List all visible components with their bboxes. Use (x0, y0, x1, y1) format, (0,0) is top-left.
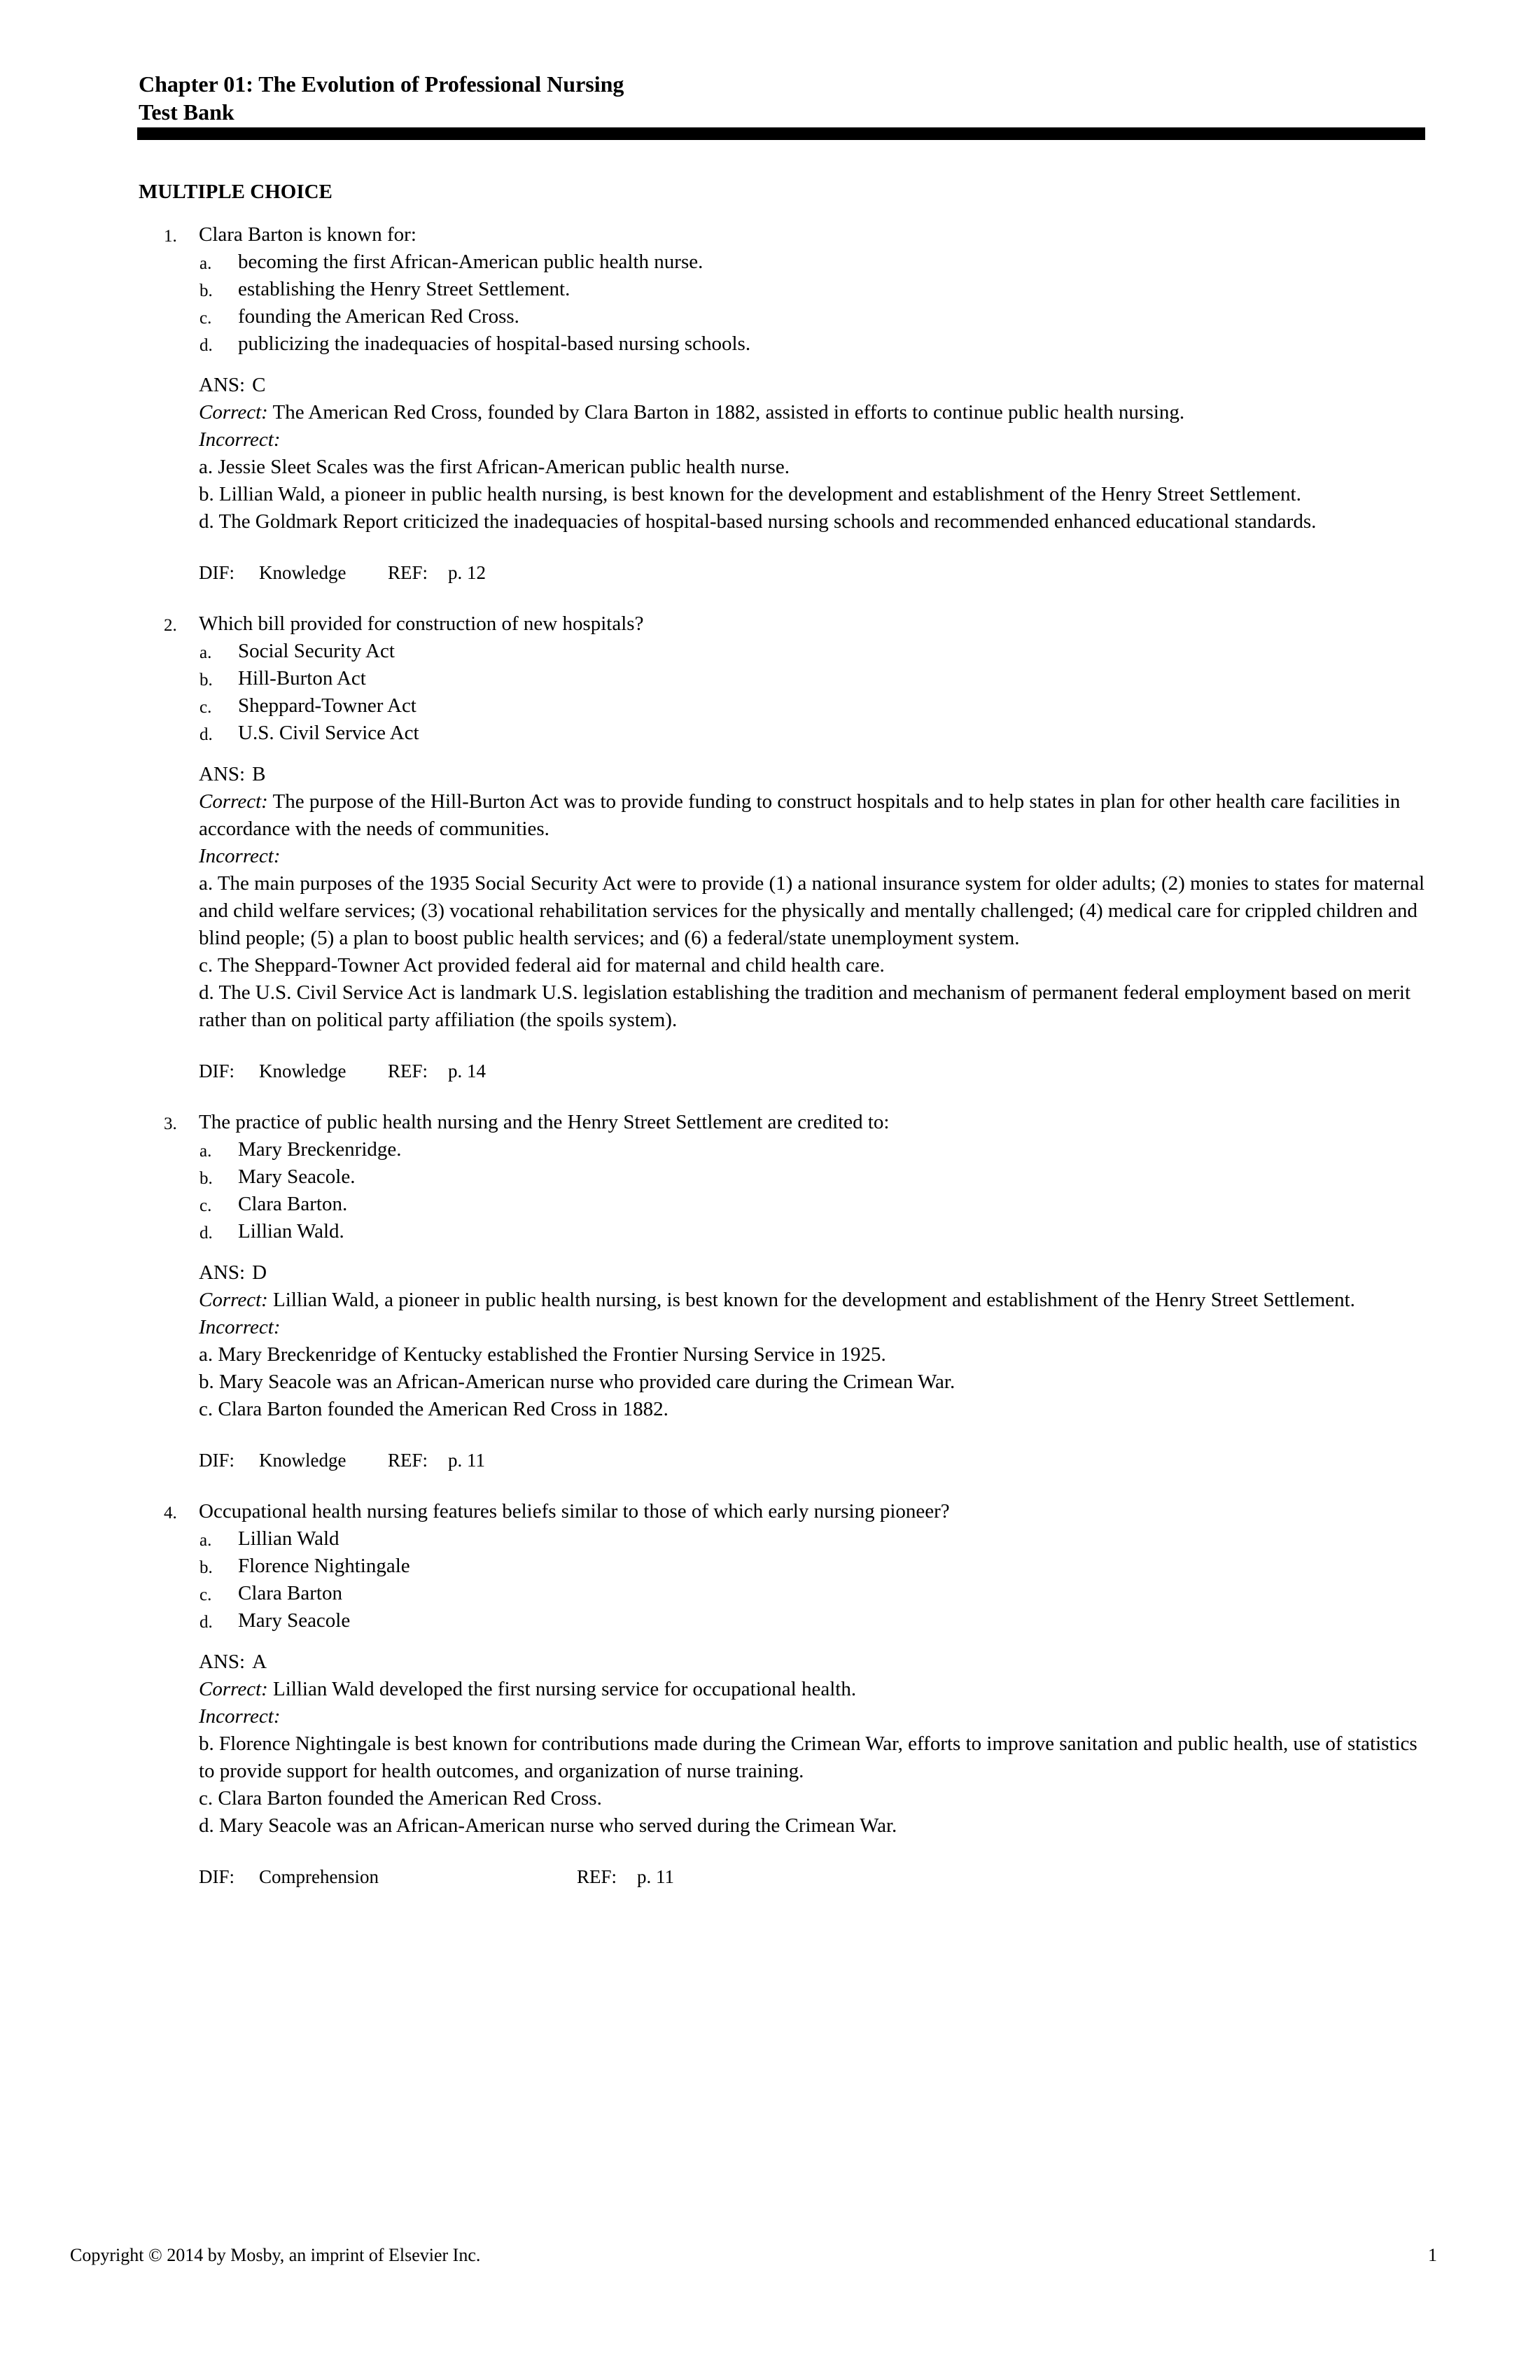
answer-key-line (199, 1259, 1431, 1287)
option-letter: a. (200, 1142, 212, 1161)
difficulty-reference-line (199, 559, 1540, 587)
correct-text: Lillian Wald, a pioneer in public health nursing, is best known for the development and establishment of the Henry Street Settlement. (273, 1289, 1355, 1311)
option-text: establishing the Henry Street Settlement. (238, 278, 570, 300)
page-reference: p. 12 (448, 562, 486, 583)
question-stem: Which bill provided for construction of new hospitals? (199, 612, 644, 635)
incorrect-rationale: b. Lillian Wald, a pioneer in public health nursing, is best known for the development and establishment of the Henry Street Settlement. (199, 483, 1301, 505)
answer-option (0, 248, 1540, 276)
answer-option (0, 638, 1540, 665)
incorrect-label: Incorrect: (199, 845, 281, 867)
ref-label: REF: (388, 562, 428, 583)
option-text: Mary Breckenridge. (238, 1138, 402, 1161)
page-reference: p. 14 (448, 1060, 486, 1082)
option-text: publicizing the inadequacies of hospital-based nursing schools. (238, 332, 751, 355)
question-list (0, 221, 1540, 1914)
answer-rationale (199, 372, 1431, 536)
answer-option (0, 665, 1540, 692)
incorrect-rationale: a. Mary Breckenridge of Kentucky established the Frontier Nursing Service in 1925. (199, 1343, 886, 1366)
option-text: Clara Barton (238, 1582, 342, 1604)
answer-option (0, 330, 1540, 358)
option-text: Lillian Wald. (238, 1220, 344, 1242)
question-number: 3. (164, 1114, 177, 1133)
incorrect-rationale: d. Mary Seacole was an African-American nurse who served during the Crimean War. (199, 1814, 897, 1837)
option-letter: a. (200, 254, 212, 273)
footer-copyright: Copyright © 2014 by Mosby, an imprint of Elsevier Inc. (70, 2245, 481, 2265)
question-number: 4. (164, 1504, 177, 1522)
option-letter: d. (200, 1224, 213, 1242)
option-text: Florence Nightingale (238, 1555, 410, 1577)
answer-option (0, 1525, 1540, 1553)
answer-option (0, 1191, 1540, 1218)
correct-label: Correct: (199, 1289, 268, 1311)
correct-label: Correct: (199, 401, 268, 424)
incorrect-rationale: d. The Goldmark Report criticized the inadequacies of hospital-based nursing schools and recommended enhanced educational standards. (199, 510, 1317, 533)
correct-rationale (199, 788, 1431, 843)
correct-text: The purpose of the Hill-Burton Act was to provide funding to construct hospitals and to help states in plan for other health care facilities in accordance with the needs of communities. (199, 790, 1401, 840)
ref-label: REF: (388, 1060, 428, 1082)
answer-option (0, 1136, 1540, 1163)
option-letter: a. (200, 643, 212, 662)
ref-label: REF: (577, 1866, 617, 1887)
option-list (0, 1136, 1540, 1245)
option-letter: c. (200, 1586, 212, 1604)
answer-label: ANS: (199, 1261, 246, 1284)
option-list (0, 638, 1540, 747)
answer-key: C (252, 374, 266, 396)
incorrect-label: Incorrect: (199, 1316, 281, 1338)
option-list (0, 1525, 1540, 1634)
page-reference: p. 11 (448, 1450, 485, 1471)
question-item (0, 610, 1540, 1085)
incorrect-label: Incorrect: (199, 1705, 281, 1728)
answer-option (0, 276, 1540, 303)
answer-option (0, 303, 1540, 330)
dif-label: DIF: (199, 562, 235, 583)
option-text: Clara Barton. (238, 1193, 348, 1215)
incorrect-label: Incorrect: (199, 428, 281, 451)
question-stem: Occupational health nursing features beliefs similar to those of which early nursing pioneer? (199, 1500, 950, 1522)
question-item (0, 1109, 1540, 1474)
incorrect-rationale: b. Mary Seacole was an African-American nurse who provided care during the Crimean War. (199, 1371, 955, 1393)
option-list (0, 248, 1540, 358)
correct-rationale (199, 1676, 1431, 1703)
option-text: becoming the first African-American public health nurse. (238, 251, 704, 273)
incorrect-rationale: c. The Sheppard-Towner Act provided federal aid for maternal and child health care. (199, 954, 885, 976)
difficulty-reference-line (199, 1447, 1540, 1474)
option-text: Sheppard-Towner Act (238, 694, 416, 717)
option-letter: b. (200, 1169, 213, 1188)
answer-option (0, 720, 1540, 747)
option-letter: d. (200, 1613, 213, 1632)
option-letter: b. (200, 1558, 213, 1577)
difficulty-reference-line (199, 1863, 1540, 1891)
option-letter: d. (200, 725, 213, 744)
dif-label: DIF: (199, 1866, 235, 1887)
option-letter: d. (200, 336, 213, 355)
answer-label: ANS: (199, 1651, 246, 1673)
answer-key: A (252, 1651, 267, 1673)
dif-label: DIF: (199, 1450, 235, 1471)
incorrect-rationale: c. Clara Barton founded the American Red Cross in 1882. (199, 1398, 668, 1420)
answer-option (0, 1580, 1540, 1607)
answer-rationale (199, 1259, 1431, 1423)
section-heading: MULTIPLE CHOICE (139, 181, 332, 203)
answer-option (0, 692, 1540, 720)
document-subtitle: Test Bank (139, 99, 234, 125)
answer-label: ANS: (199, 374, 246, 396)
difficulty-value: Knowledge (259, 1060, 346, 1082)
question-number: 2. (164, 616, 177, 635)
incorrect-rationale: a. Jessie Sleet Scales was the first African-American public health nurse. (199, 456, 790, 478)
option-text: Lillian Wald (238, 1527, 340, 1550)
question-stem: The practice of public health nursing and the Henry Street Settlement are credited to: (199, 1111, 890, 1133)
answer-key-line (199, 1648, 1431, 1676)
option-text: Social Security Act (238, 640, 395, 662)
option-letter: b. (200, 281, 213, 300)
header-divider (137, 127, 1425, 140)
chapter-title: Chapter 01: The Evolution of Professional Nursing (139, 71, 624, 97)
option-text: U.S. Civil Service Act (238, 722, 419, 744)
question-item (0, 221, 1540, 587)
dif-label: DIF: (199, 1060, 235, 1082)
correct-text: Lillian Wald developed the first nursing service for occupational health. (273, 1678, 857, 1700)
answer-key-line (199, 372, 1431, 399)
incorrect-rationale: a. The main purposes of the 1935 Social Security Act were to provide (1) a national insurance system for older adults; (2) monies to states for maternal and child welfare services; (3) vocational rehabilitation services for the physically and mentally challenged; (4) medical care for crippled children and blind people; (5) a plan to boost public health services; and (6) a federal/state unemployment system. (199, 872, 1425, 949)
question-item (0, 1498, 1540, 1891)
option-text: Mary Seacole. (238, 1166, 356, 1188)
answer-option (0, 1218, 1540, 1245)
option-letter: c. (200, 1196, 212, 1215)
page-reference: p. 11 (637, 1866, 674, 1887)
answer-option (0, 1607, 1540, 1634)
option-text: Mary Seacole (238, 1609, 351, 1632)
option-text: Hill-Burton Act (238, 667, 366, 690)
correct-rationale (199, 1287, 1431, 1314)
difficulty-value: Comprehension (259, 1866, 379, 1887)
answer-key: B (252, 763, 266, 785)
answer-key: D (252, 1261, 267, 1284)
answer-rationale (199, 761, 1431, 1034)
answer-option (0, 1163, 1540, 1191)
answer-option (0, 1553, 1540, 1580)
difficulty-value: Knowledge (259, 562, 346, 583)
question-number: 1. (164, 227, 177, 246)
ref-label: REF: (388, 1450, 428, 1471)
answer-rationale (199, 1648, 1431, 1840)
correct-label: Correct: (199, 1678, 268, 1700)
option-letter: b. (200, 671, 213, 690)
correct-text: The American Red Cross, founded by Clara Barton in 1882, assisted in efforts to continue public health nursing. (272, 401, 1185, 424)
incorrect-rationale: d. The U.S. Civil Service Act is landmark U.S. legislation establishing the tradition and mechanism of permanent federal employment based on merit rather than on political party affiliation (the spoils system). (199, 981, 1411, 1031)
answer-key-line (199, 761, 1431, 788)
option-letter: a. (200, 1531, 212, 1550)
correct-label: Correct: (199, 790, 268, 813)
option-letter: c. (200, 698, 212, 717)
correct-rationale (199, 399, 1431, 426)
footer-page-number: 1 (1428, 2245, 1437, 2265)
incorrect-rationale: c. Clara Barton founded the American Red Cross. (199, 1787, 602, 1809)
difficulty-reference-line (199, 1058, 1540, 1085)
difficulty-value: Knowledge (259, 1450, 346, 1471)
answer-label: ANS: (199, 763, 246, 785)
option-text: founding the American Red Cross. (238, 305, 519, 328)
question-stem: Clara Barton is known for: (199, 223, 416, 246)
incorrect-rationale: b. Florence Nightingale is best known for contributions made during the Crimean War, efforts to improve sanitation and public health, use of statistics to provide support for health outcomes, and organization of nurse training. (199, 1732, 1418, 1782)
option-letter: c. (200, 309, 212, 328)
